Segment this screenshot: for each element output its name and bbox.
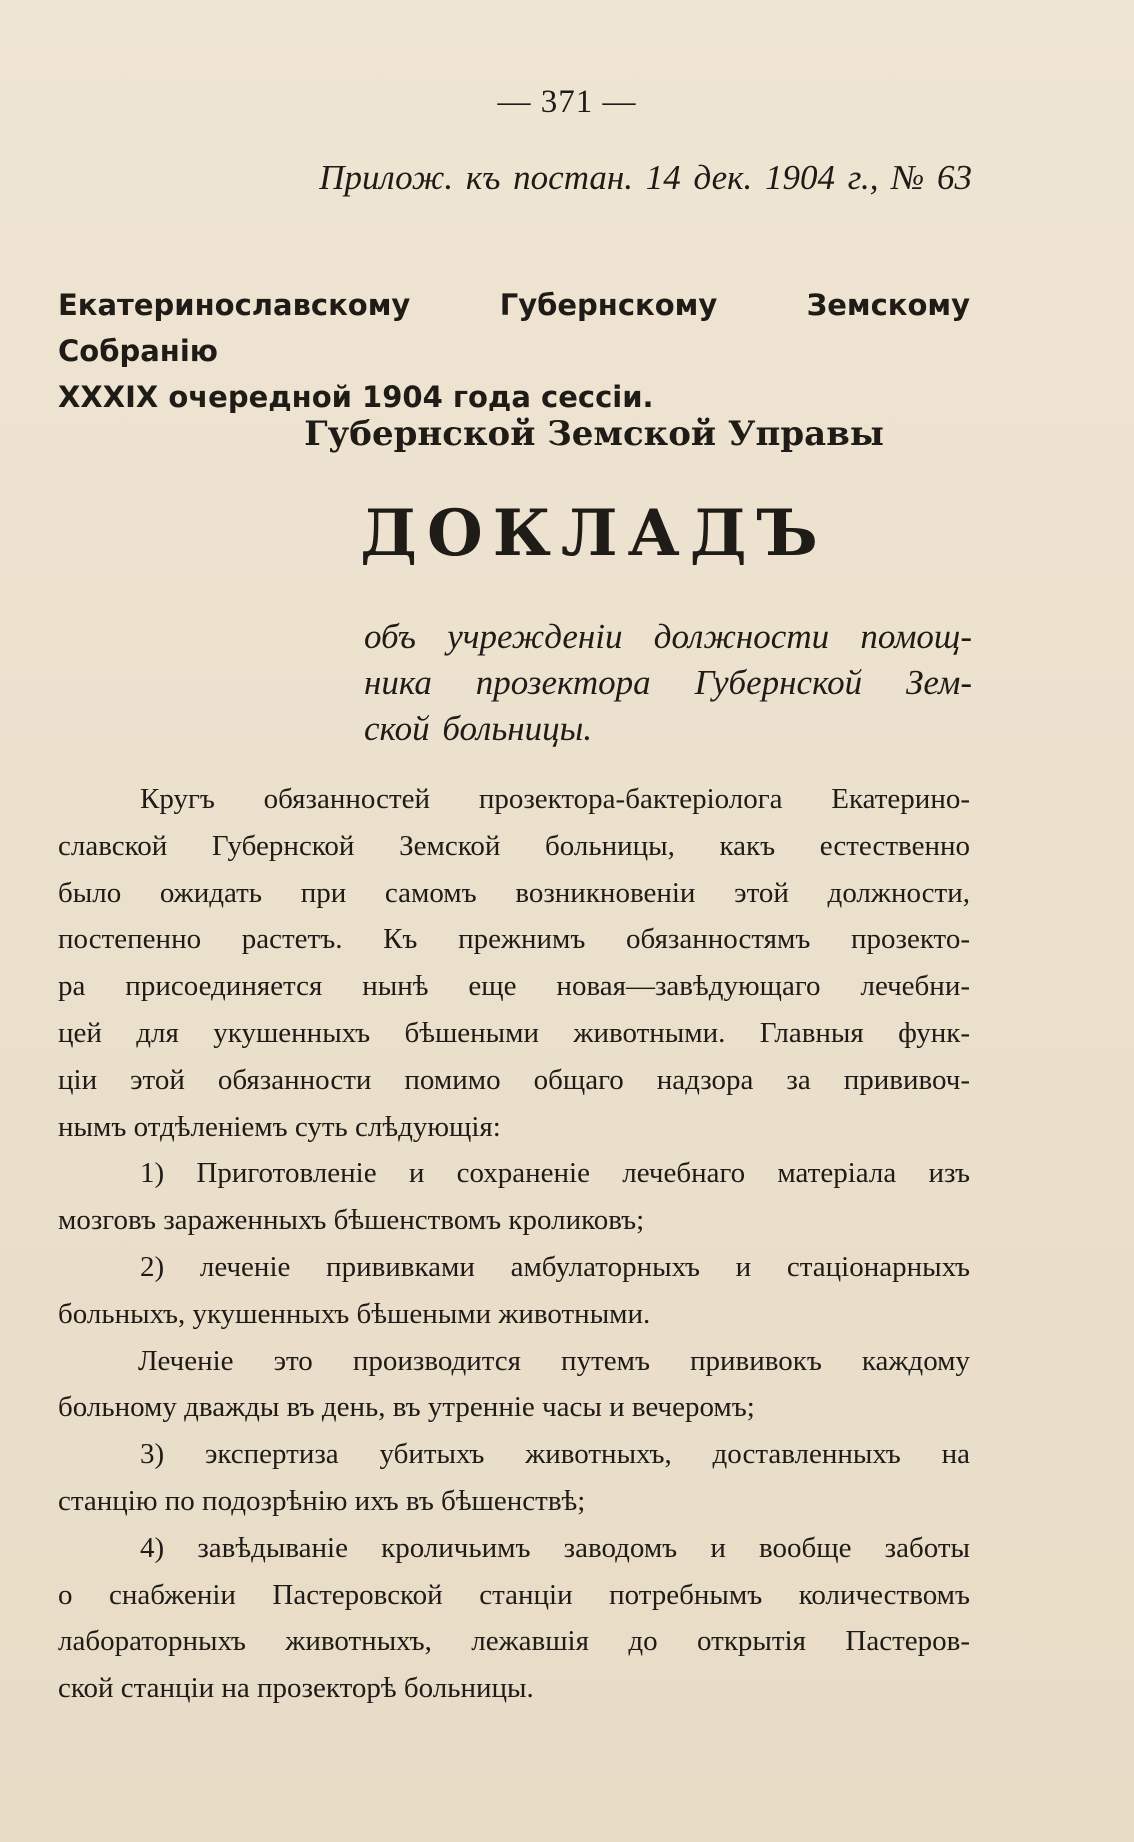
body-line: славской Губернской Земской больницы, какъ естественно: [58, 829, 970, 862]
list-item-3-line: станцію по подозрѣнію ихъ въ бѣшенствѣ;: [58, 1484, 586, 1517]
subject-line-3: ской больницы.: [364, 709, 593, 748]
subject-line-1: объ учрежденіи должности помощ-: [364, 617, 972, 656]
list-item-2-line: 2) леченіе прививками амбулаторныхъ и стаціонарныхъ: [140, 1250, 970, 1283]
list-item-2-line: больныхъ, укушенныхъ бѣшеными животными.: [58, 1297, 651, 1330]
report-subject: [364, 614, 972, 752]
issuer-heading: Губернской Земской Управы: [304, 414, 884, 454]
list-item-1-line: мозговъ зараженныхъ бѣшенствомъ кроликовъ;: [58, 1204, 645, 1237]
addressee-line-2: XXXIX очередной 1904 года сессіи.: [58, 380, 654, 414]
addressee-block: [58, 282, 970, 420]
subject-line-2: ника прозектора Губернской Зем-: [364, 663, 972, 702]
list-item-4-line: 4) завѣдываніе кроличьимъ заводомъ и вообще заботы: [140, 1531, 970, 1564]
document-title: ДОКЛАДЪ: [360, 496, 828, 571]
addressee-line-1: Екатеринославскому Губернскому Земскому Собранію: [58, 288, 970, 368]
body-line: постепенно растетъ. Къ прежнимъ обязанностямъ прозекто-: [58, 923, 970, 956]
appendix-note: Прилож. къ постан. 14 дек. 1904 г., № 63: [319, 158, 972, 197]
list-item-3-line: 3) экспертиза убитыхъ животныхъ, доставленныхъ на: [140, 1438, 970, 1471]
body-line: ціи этой обязанности помимо общаго надзора за прививоч-: [58, 1063, 970, 1096]
list-item-1-line: 1) Приготовленіе и сохраненіе лечебнаго матеріала изъ: [140, 1157, 970, 1190]
body-line: Кругъ обязанностей прозектора-бактеріолога Екатерино-: [140, 783, 970, 815]
body-line: цей для укушенныхъ бѣшеными животными. Главныя функ-: [58, 1016, 970, 1049]
list-item-4-line: о снабженіи Пастеровской станціи потребнымъ количествомъ: [58, 1578, 970, 1611]
body-line: нымъ отдѣленіемъ суть слѣдующія:: [58, 1110, 501, 1143]
body-line: больному дважды въ день, въ утренніе часы и вечеромъ;: [58, 1391, 755, 1424]
list-item-4-line: ской станціи на прозекторѣ больницы.: [58, 1672, 534, 1705]
report-body: [58, 776, 970, 1712]
page-number: — 371 —: [497, 84, 637, 120]
body-line: Леченіе это производится путемъ прививокъ каждому: [138, 1344, 970, 1377]
body-line: было ожидать при самомъ возникновеніи этой должности,: [58, 876, 970, 909]
body-line: ра присоединяется нынѣ еще новая—завѣдующаго лечебни-: [58, 970, 970, 1003]
list-item-4-line: лабораторныхъ животныхъ, лежавшія до открытія Пастеров-: [58, 1625, 970, 1658]
